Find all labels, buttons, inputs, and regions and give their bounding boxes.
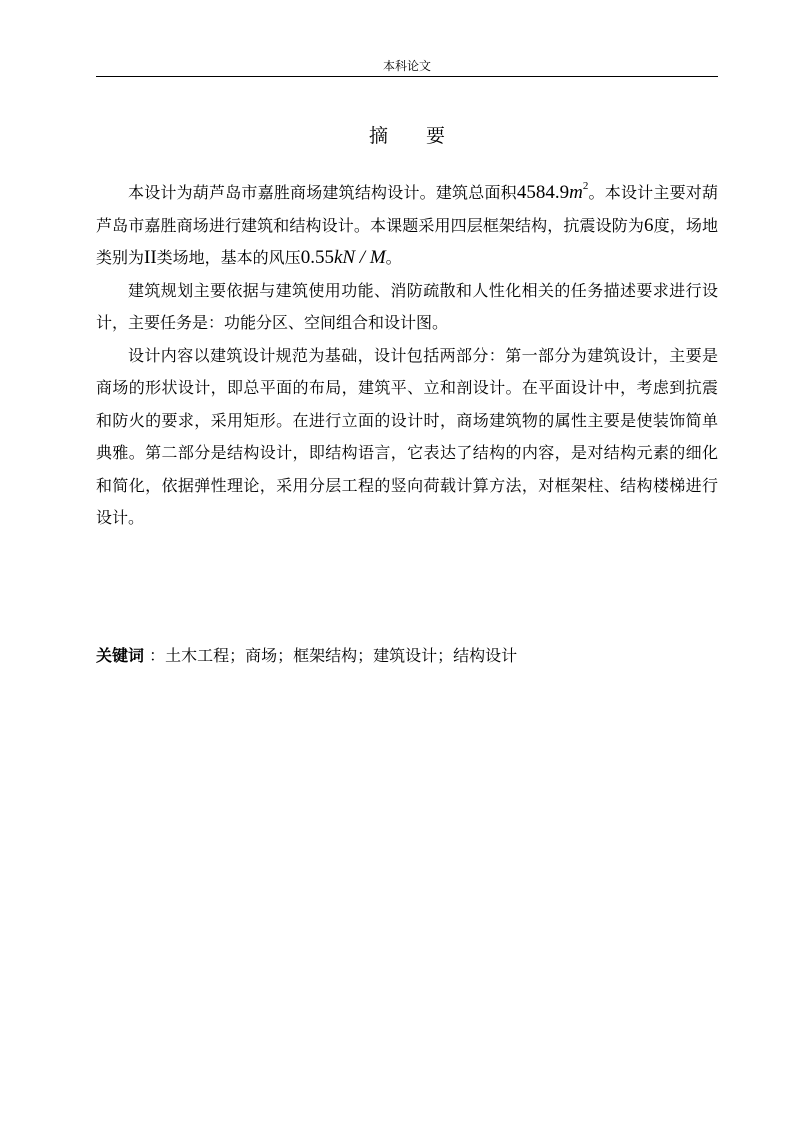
wind-value: 0.55	[300, 247, 334, 268]
wind-unit: kN / M	[333, 247, 386, 268]
wind-pressure-formula	[301, 247, 386, 268]
abstract-paragraph-1	[96, 177, 718, 275]
keywords-label: 关键词	[96, 646, 145, 665]
keywords-line	[96, 643, 718, 669]
abstract-title: 摘 要	[368, 125, 462, 147]
abstract-paragraph-3: 设计内容以建筑设计规范为基础，设计包括两部分：第一部分为建筑设计，主要是商场的形状设计，即总平面的布局，建筑平、立和剖设计。在平面设计中，考虑到抗震和防火的要求，采用矩形。在进行立面的设计时，商场建筑物的属性主要是使装饰简单典雅。第二部分是结构设计，即结构语言，它表达了结构的内容，是对结构元素的细化和简化，依据弹性理论，采用分层工程的竖向荷载计算方法，对框架柱、结构楼梯进行设计。	[96, 345, 718, 527]
seismic-degree: 6	[644, 214, 654, 236]
keywords-separator: ：	[144, 646, 166, 665]
p1-text-a: 本设计为葫芦岛市嘉胜商场建筑结构设计。建筑总面积	[128, 183, 517, 202]
keywords-items: 土木工程；商场；框架结构；建筑设计；结构设计	[165, 646, 518, 665]
p1-text-d: 类场地，基本的风压	[156, 248, 301, 267]
p1-text-c: 度，场地类别为	[96, 215, 718, 267]
abstract-paragraph-2: 建筑规划主要依据与建筑使用功能、消防疏散和人性化相关的任务描述要求进行设计，主要任务是：功能分区、空间组合和设计图。	[96, 280, 718, 332]
area-unit: m	[569, 182, 583, 203]
abstract-body	[96, 177, 718, 535]
area-value: 4584.9	[516, 182, 570, 203]
site-class: II	[144, 247, 157, 268]
header-rule	[96, 76, 718, 77]
p1-text-e: 。	[385, 248, 402, 267]
area-formula	[517, 182, 588, 203]
running-header: 本科论文	[382, 59, 431, 73]
area-exponent: 2	[582, 180, 589, 192]
p1-text-b: 。本设计主要对葫芦岛市嘉胜商场进行建筑和结构设计。本课题采用四层框架结构，抗震设防为	[96, 183, 718, 235]
